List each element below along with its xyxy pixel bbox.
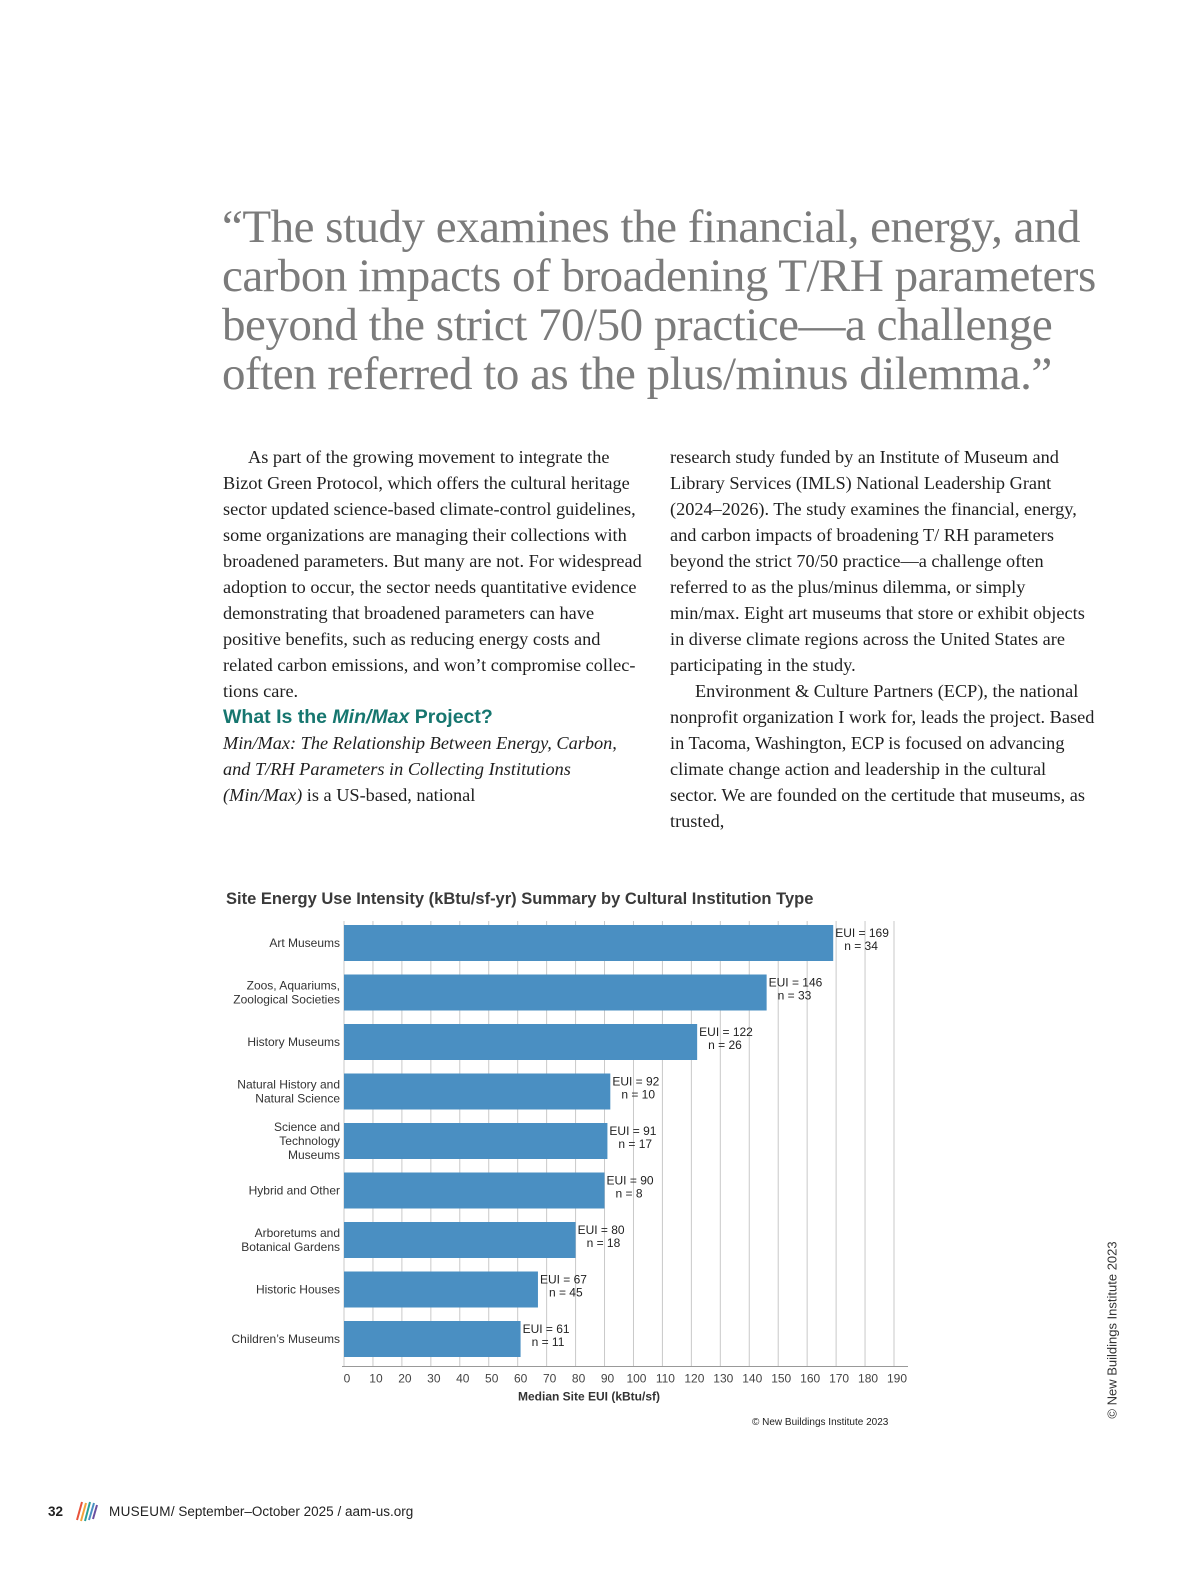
data-label: EUI = 90 (606, 1173, 654, 1188)
data-label: EUI = 67 (539, 1272, 587, 1287)
bar-6 (344, 1222, 576, 1258)
x-axis-label: Median Site EUI (kBtu/sf) (517, 1389, 661, 1404)
body-paragraph: Environment & Culture Partners (ECP), the national nonprofit organization I work for, leads the project. Based in Tacoma, Washington, ECP is focused on advancing climate change action and leadership in the cultural sector. We are founded on the certitude that museums, as trusted, (670, 681, 1095, 831)
bar-2 (344, 1024, 697, 1060)
chart-title: Site Energy Use Intensity (kBtu/sf-yr) Summary by Cultural Institution Type (226, 890, 814, 908)
x-tick-label: 80 (571, 1371, 586, 1386)
category-label: Hybrid and Other (248, 1183, 340, 1198)
category-label: Science and (273, 1120, 340, 1134)
x-tick-label: 110 (655, 1371, 675, 1386)
x-tick-label: 70 (542, 1371, 557, 1386)
section-heading (223, 704, 643, 730)
magazine-name: MUSEUM (109, 1503, 171, 1519)
bar-4 (344, 1123, 607, 1159)
category-label: Natural History and (237, 1077, 340, 1092)
data-label: n = 8 (615, 1186, 643, 1201)
side-credit: © New Buildings Institute 2023 (1104, 1241, 1120, 1419)
data-label: n = 26 (708, 1038, 742, 1052)
x-tick-label: 10 (369, 1371, 383, 1386)
page-number: 32 (48, 1503, 64, 1519)
category-label: History Museums (247, 1035, 340, 1049)
bar-0 (344, 925, 833, 961)
project-title: Min/Max: The Relationship Between Energy, Carbon, and T/RH Parameters in Collecting Institutions (Min/Max) (223, 733, 617, 805)
x-tick-label: 30 (427, 1371, 441, 1386)
x-tick-label: 60 (514, 1371, 528, 1386)
bar-5 (344, 1173, 605, 1209)
data-label: EUI = 80 (577, 1223, 625, 1237)
bar-7 (344, 1272, 538, 1308)
category-label: Botanical Gardens (241, 1240, 340, 1254)
x-tick-label: 170 (829, 1371, 850, 1386)
bar-3 (344, 1074, 610, 1110)
data-label: EUI = 91 (609, 1124, 657, 1138)
x-tick-label: 130 (713, 1371, 734, 1386)
data-label: n = 33 (777, 988, 812, 1003)
left-column (223, 444, 643, 808)
aam-logo-icon (73, 1498, 99, 1524)
pull-quote: “The study examines the financial, energy, and carbon impacts of broadening T/RH parameters beyond the strict 70/50 practice—a challenge often referred to as the plus/minus dilemma.” (222, 201, 1096, 400)
category-label: Arboretums and (254, 1226, 340, 1240)
x-tick-label: 160 (800, 1371, 821, 1386)
category-label: Technology (279, 1134, 340, 1148)
right-column (670, 444, 1095, 834)
body-paragraph (223, 730, 643, 808)
issue-info: / September–October 2025 / aam-us.org (170, 1503, 414, 1519)
x-tick-label: 100 (626, 1371, 647, 1386)
data-label: EUI = 146 (768, 975, 823, 990)
bar-1 (344, 975, 767, 1011)
category-label: Zoos, Aquariums, (246, 978, 340, 993)
x-tick-label: 0 (343, 1371, 351, 1386)
category-label: Zoological Societies (233, 992, 340, 1007)
data-label: EUI = 169 (835, 926, 889, 940)
data-label: EUI = 92 (612, 1074, 660, 1089)
x-tick-label: 50 (485, 1371, 499, 1386)
data-label: n = 11 (531, 1335, 565, 1349)
eui-bar-chart (220, 915, 920, 1415)
data-label: n = 34 (844, 939, 878, 953)
x-tick-label: 40 (456, 1371, 470, 1386)
x-tick-label: 180 (858, 1371, 879, 1386)
body-paragraph: research study funded by an Institute of Museum and Library Services (IMLS) National Leadership Grant (2024–2026). The study examines the financial, energy, and carbon impacts of broadening T/ RH parameters beyond the strict 70/50 practice—a challenge often referred to as the plus/minus dilemma, or simply min/max. Eight art museums that store or exhibit objects in diverse climate regions across the United States are participating in the study. (670, 447, 1085, 675)
bar-8 (344, 1321, 521, 1357)
page-footer (48, 1496, 413, 1526)
category-label: Museums (287, 1148, 340, 1162)
x-tick-label: 150 (771, 1371, 792, 1386)
category-label: Art Museums (269, 936, 340, 950)
chart-credit: © New Buildings Institute 2023 (752, 1417, 889, 1428)
category-label: Historic Houses (255, 1282, 340, 1297)
section-heading-prefix: What Is the (223, 706, 333, 728)
x-tick-label: 190 (886, 1371, 908, 1386)
data-label: n = 17 (618, 1137, 653, 1151)
data-label: n = 18 (586, 1236, 621, 1250)
data-label: EUI = 61 (522, 1322, 570, 1336)
body-paragraph: As part of the growing movement to integrate the Bizot Green Protocol, which offers the cultural heritage sector updated science-based climate-control guidelines, some organizations are managing their collections with broadened parameters. But many are not. For widespread adoption to occur, the sector needs quantitative evidence demonstrating that broadened parameters can have positive benefits, such as reducing energy costs and related carbon emissions, and won’t compromise collections care. (223, 447, 642, 701)
project-text: is a US-based, national (302, 785, 476, 805)
data-label: n = 45 (548, 1285, 583, 1300)
category-label: Natural Science (255, 1091, 340, 1106)
category-label: Children’s Museums (231, 1332, 340, 1346)
x-tick-label: 90 (600, 1371, 615, 1386)
section-heading-suffix: Project? (409, 706, 493, 728)
x-tick-label: 120 (684, 1371, 705, 1386)
section-heading-italic: Min/Max (332, 706, 410, 728)
x-tick-label: 20 (398, 1371, 412, 1386)
data-label: n = 10 (621, 1087, 656, 1102)
x-tick-label: 140 (742, 1371, 763, 1386)
data-label: EUI = 122 (699, 1025, 753, 1039)
